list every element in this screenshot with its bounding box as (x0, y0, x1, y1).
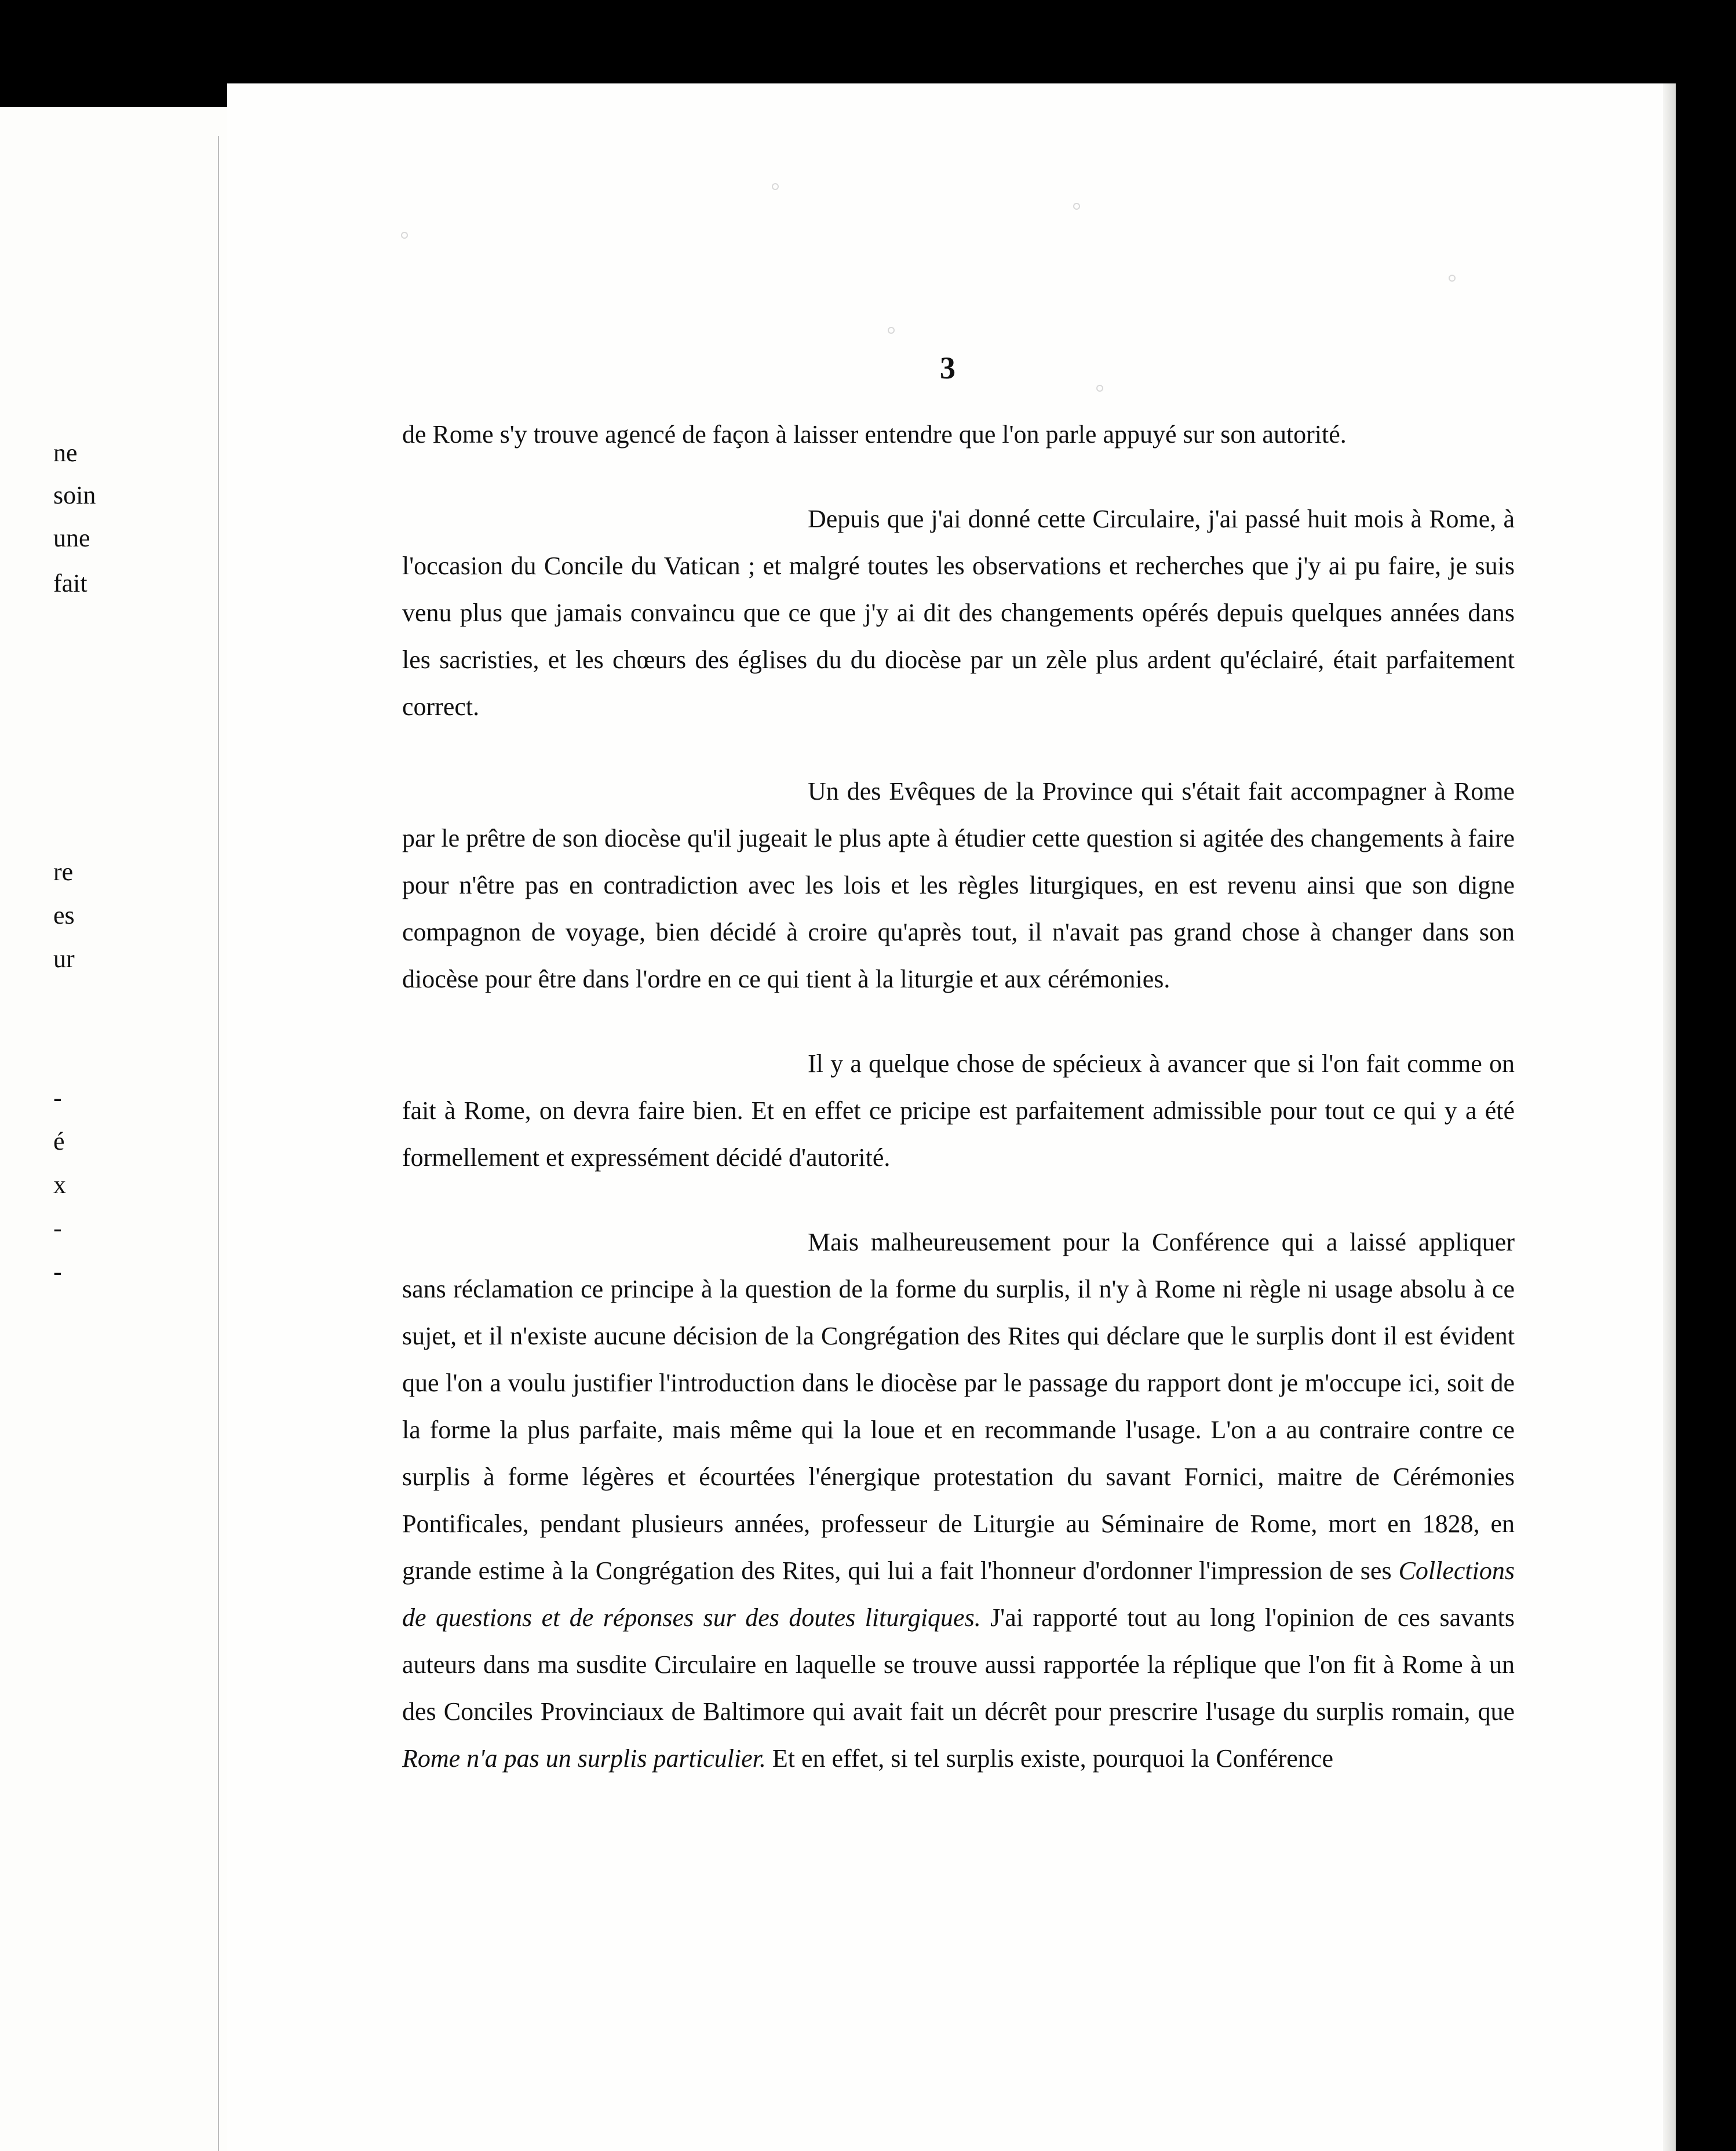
left-page-fragment: é (53, 1127, 65, 1155)
left-page-fragment: - (53, 1257, 62, 1286)
left-page-fragment: soin (53, 481, 96, 509)
left-page-fragment: - (53, 1084, 62, 1112)
left-page-fragment: - (53, 1214, 62, 1242)
paragraph: Il y a quelque chose de spécieux à avancer que si l'on fait comme on fait à Rome, on devra faire bien. Et en effet ce pricipe est parfaitement admissible pour tout ce qui y a été formellement et expressément décidé d'autorité. (402, 1049, 1515, 1172)
left-page-fragment: x (53, 1171, 66, 1199)
paper-speck (772, 183, 779, 190)
gutter-line (218, 136, 219, 2151)
right-page (227, 83, 1676, 2151)
paper-speck (401, 232, 408, 239)
left-page-fragment: ne (53, 439, 78, 467)
left-page-fragment: fait (53, 569, 87, 597)
left-page-fragment: es (53, 901, 75, 929)
left-page (0, 107, 227, 2151)
paragraph: Un des Evêques de la Province qui s'était fait accompagner à Rome par le prêtre de son diocèse qu'il jugeait le plus apte à étudier cette question si agitée des changements à faire pour n'être pas en contradiction avec les lois et les règles liturgiques, en est revenu ainsi que son digne compagnon de voyage, bien décidé à croire qu'après tout, il n'avait pas grand chose à changer dans son diocèse pour être dans l'ordre en ce qui tient à la liturgie et aux cérémonies. (402, 777, 1515, 993)
paper-speck (888, 327, 895, 334)
left-page-fragment: une (53, 524, 90, 552)
italic-quote: Rome n'a pas un surplis particulier. (402, 1744, 766, 1773)
paragraph-text: J'ai rapporté tout au long l'opinion de ces savants auteurs dans ma susdite Circulaire en laquelle se trouve aussi rapportée la réplique que l'on fit à Rome à un des Conciles Provinciaux de Baltimore qui avait fait un décrêt pour prescrire l'usage du surplis romain, que (402, 1603, 1515, 1726)
paragraph-text: Mais malheureusement pour la Conférence qui a laissé appliquer sans réclamation ce principe à la question de la forme du surplis, il n'y à Rome ni règle ni usage absolu à ce sujet, et il n'existe aucune décision de la Congrégation des Rites qui déclare que le surplis dont il est évident que l'on a voulu justifier l'introduction dans le diocèse par le passage du rapport dont je m'occupe ici, soit de la forme la plus parfaite, mais même qui la loue et en recommande l'usage. L'on a au contraire contre ce surplis à forme légères et écourtées l'énergique protestation du savant Fornici, maitre de Cérémonies Pontificales, pendant plusieurs années, professeur de Liturgie au Séminaire de Rome, mort en 1828, en grande estime à la Congrégation des Rites, qui lui a fait l'honneur d'ordonner l'impression de ses (402, 1228, 1515, 1585)
paragraph: Depuis que j'ai donné cette Circulaire, j'ai passé huit mois à Rome, à l'occasion du Concile du Vatican ; et malgré toutes les observations et recherches que j'y ai pu faire, je suis venu plus que jamais convaincu que ce que j'y ai dit des changements opérés depuis quelques années dans les sacristies, et les chœurs des églises du du diocèse par un zèle plus ardent qu'éclairé, était parfaitement correct. (402, 505, 1515, 721)
paragraph-text: Et en effet, si tel surplis existe, pourquoi la Conférence (772, 1744, 1333, 1773)
body-text (402, 411, 1515, 1820)
paper-speck (1449, 275, 1456, 282)
left-page-fragment: ur (53, 945, 75, 973)
paragraph (402, 1219, 1515, 1782)
italic-title: Collections de questions et de réponses sur des doutes liturgiques. (402, 1556, 1515, 1632)
page-edge-shadow (1663, 83, 1676, 2151)
paper-speck (1073, 203, 1080, 210)
paragraph: de Rome s'y trouve agencé de façon à laisser entendre que l'on parle appuyé sur son autorité. (402, 420, 1347, 449)
left-page-fragment: re (53, 858, 74, 886)
page-number: 3 (940, 351, 955, 385)
paper-speck (1096, 385, 1103, 392)
